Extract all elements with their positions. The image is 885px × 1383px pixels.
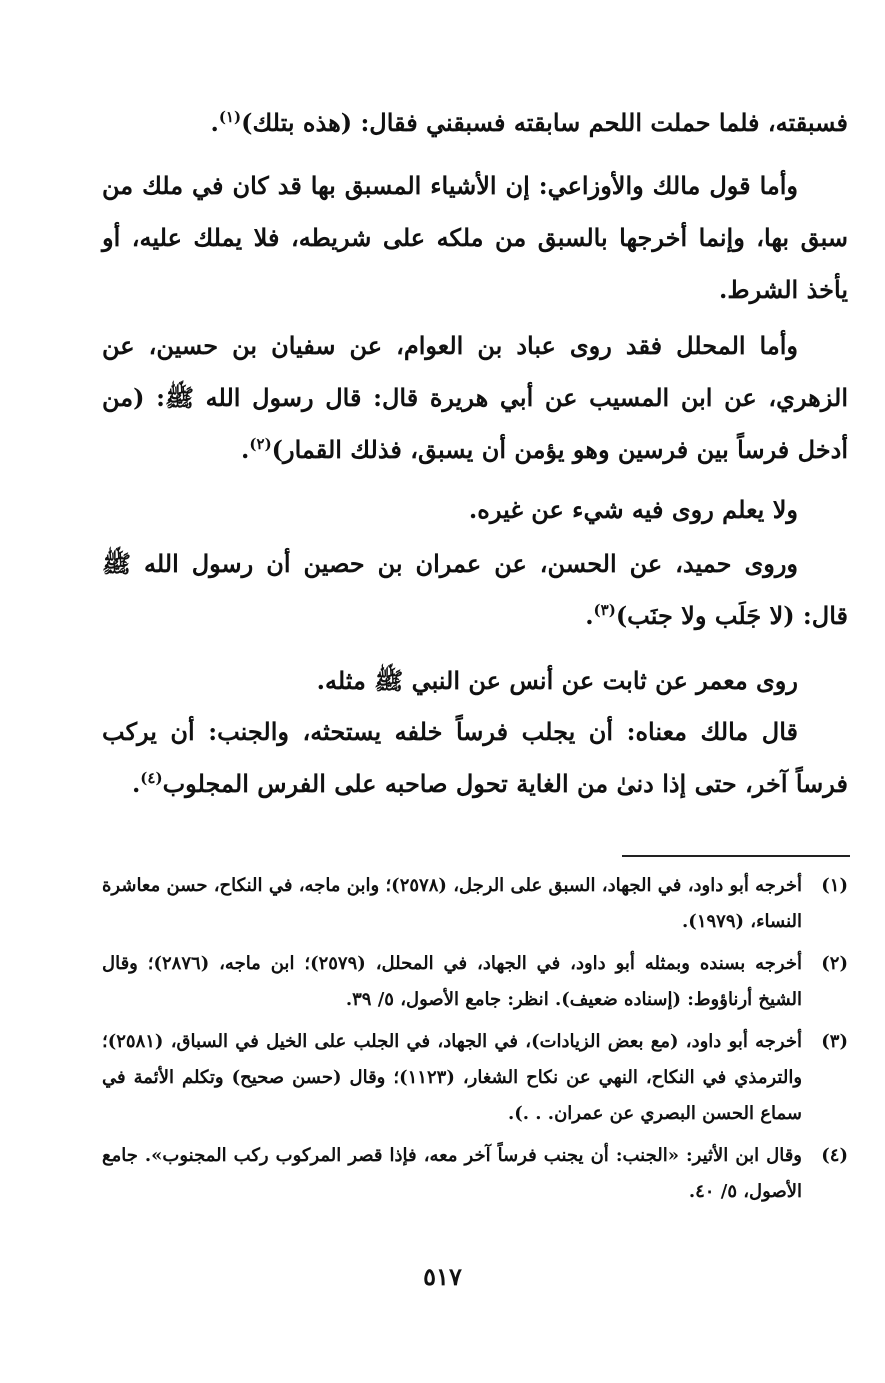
footnote-divider <box>622 855 850 857</box>
paragraph-1-end: . <box>210 108 219 137</box>
footnote-ref-3: (٣) <box>593 601 616 619</box>
footnote-text: أخرجه أبو داود، في الجهاد، السبق على الرجل، (٢٥٧٨)؛ وابن ماجه، في النكاح، حسن معاشرة النساء، (١٩٧٩). <box>102 875 802 932</box>
paragraph-6-text: روى معمر عن ثابت عن أنس عن النبي ﷺ مثله. <box>316 666 798 695</box>
paragraph-4 <box>102 484 848 536</box>
footnote-text: أخرجه بسنده وبمثله أبو داود، في الجهاد، في المحلل، (٢٥٧٩)؛ ابن ماجه، (٢٨٧٦)؛ وقال الشيخ أرناؤوط: (إسناده ضعيف). انظر: جامع الأصول، ٥/ ٣٩. <box>102 953 802 1010</box>
footnote-text: أخرجه أبو داود، (مع بعض الزيادات)، في الجهاد، في الجلب على الخيل في السباق، (٢٥٨١)؛ والترمذي في النكاح، النهي عن نكاح الشغار، (١١٢٣)؛ وقال (حسن صحيح) وتكلم الأئمة في سماع الحسن البصري عن عمران. . .). <box>102 1031 803 1124</box>
paragraph-3-end: . <box>241 435 250 464</box>
paragraph-2 <box>102 160 848 316</box>
paragraph-5-end: . <box>585 601 594 630</box>
paragraph-6 <box>102 655 848 707</box>
paragraph-7-text: قال مالك معناه: أن يجلب فرساً خلفه يستحثه، والجنب: أن يركب فرساً آخر، حتى إذا دنىٰ من الغاية تحول صاحبه على الفرس المجلوب <box>102 717 848 798</box>
footnote-text: وقال ابن الأثير: «الجنب: أن يجنب فرساً آخر معه، فإذا قصر المركوب ركب المجنوب». جامع الأصول، ٥/ ٤٠. <box>102 1145 802 1202</box>
paragraph-3 <box>102 320 848 476</box>
footnote-ref-2: (٢) <box>249 435 272 453</box>
footnote-2 <box>102 946 848 1018</box>
footnote-ref-1: (١) <box>218 108 242 126</box>
footnote-number: (٢) <box>821 953 848 974</box>
paragraph-7-end: . <box>131 769 141 798</box>
footnote-number: (٣) <box>821 1031 848 1052</box>
paragraph-4-text: ولا يعلم روى فيه شيء عن غيره. <box>468 495 798 524</box>
paragraph-1-text: فسبقته، فلما حملت اللحم سابقته فسبقني فقال: (هذه بتلك) <box>241 108 848 137</box>
paragraph-5 <box>102 538 848 642</box>
paragraph-1 <box>102 97 848 149</box>
page-number: ٥١٧ <box>423 1262 462 1291</box>
footnote-number: (١) <box>821 875 848 896</box>
paragraph-2-text: وأما قول مالك والأوزاعي: إن الأشياء المسبق بها قد كان في ملك من سبق بها، وإنما أخرجها بالسبق من ملكه على شريطه، فلا يملك عليه، أو يأخذ الشرط. <box>102 171 848 304</box>
footnote-1 <box>102 868 848 940</box>
paragraph-3-text: وأما المحلل فقد روى عباد بن العوام، عن سفيان بن حسين، عن الزهري، عن ابن المسيب عن أبي هريرة قال: قال رسول الله ﷺ: (من أدخل فرساً بين فرسين وهو يؤمن أن يسبق، فذلك القمار) <box>102 331 848 464</box>
footnotes <box>102 868 848 1216</box>
footnote-ref-4: (٤) <box>140 769 163 787</box>
paragraph-7 <box>102 706 848 810</box>
paragraph-5-text: وروى حميد، عن الحسن، عن عمران بن حصين أن رسول الله ﷺ قال: (لا جَلَب ولا جنَب) <box>102 549 848 630</box>
footnote-number: (٤) <box>821 1145 848 1166</box>
footnote-3 <box>102 1024 848 1132</box>
footnote-4 <box>102 1138 848 1210</box>
